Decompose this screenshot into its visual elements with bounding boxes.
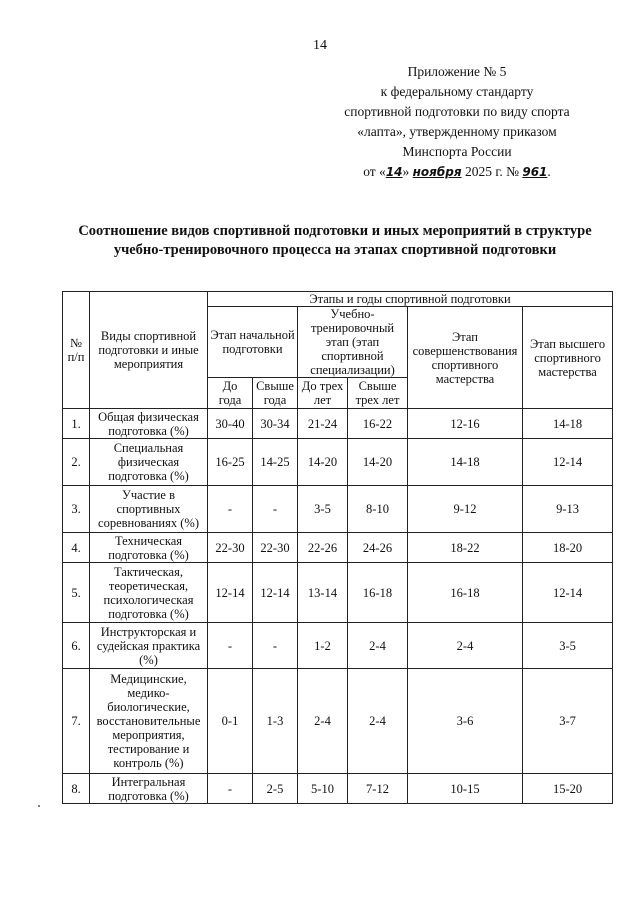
- header-stages-group: Этапы и годы спортивной подготовки: [208, 292, 613, 307]
- date-suffix: .: [547, 164, 551, 179]
- cell-value: 3-6: [408, 669, 523, 774]
- header-training-sub1: До трех лет: [298, 378, 348, 409]
- cell-value: -: [208, 486, 253, 533]
- header-no: № п/п: [63, 292, 90, 409]
- cell-value: 21-24: [298, 409, 348, 439]
- header-stage-initial: Этап начальной подготовки: [208, 307, 298, 378]
- header-stage-improvement: Этап совершенствования спортивного мастерства: [408, 307, 523, 409]
- stages-table: [62, 291, 613, 804]
- cell-value: 2-4: [348, 623, 408, 669]
- header-initial-sub1: До года: [208, 378, 253, 409]
- cell-value: 8-10: [348, 486, 408, 533]
- row-no: 6.: [63, 623, 90, 669]
- cell-value: 13-14: [298, 563, 348, 623]
- row-name: Общая физическая подготовка (%): [90, 409, 208, 439]
- appendix-date-line: [322, 162, 592, 182]
- cell-value: 14-20: [348, 439, 408, 486]
- cell-value: 16-18: [348, 563, 408, 623]
- cell-value: 30-40: [208, 409, 253, 439]
- row-no: 3.: [63, 486, 90, 533]
- cell-value: 3-5: [523, 623, 613, 669]
- row-name: Участие в спортивных соревнованиях (%): [90, 486, 208, 533]
- row-no: 1.: [63, 409, 90, 439]
- cell-value: 0-1: [208, 669, 253, 774]
- table-row: [63, 486, 613, 533]
- row-no: 2.: [63, 439, 90, 486]
- table-row: [63, 669, 613, 774]
- cell-value: 9-12: [408, 486, 523, 533]
- cell-value: 14-18: [523, 409, 613, 439]
- row-name: Тактическая, теоретическая, психологическая подготовка (%): [90, 563, 208, 623]
- cell-value: -: [208, 623, 253, 669]
- cell-value: 15-20: [523, 774, 613, 804]
- title-line-1: Соотношение видов спортивной подготовки и иных мероприятий в структуре: [78, 223, 592, 239]
- cell-value: 16-18: [408, 563, 523, 623]
- header-stage-training: Учебно-тренировочный этап (этап спортивной специализации): [298, 307, 408, 378]
- cell-value: 9-13: [523, 486, 613, 533]
- date-prefix: от «: [363, 164, 386, 179]
- title-line-2: учебно-тренировочного процесса на этапах спортивной подготовки: [113, 242, 557, 258]
- appendix-line-5: Минспорта России: [402, 144, 512, 159]
- appendix-block: [322, 62, 592, 182]
- cell-value: 3-7: [523, 669, 613, 774]
- cell-value: 16-22: [348, 409, 408, 439]
- table-row: [63, 409, 613, 439]
- document-title: [50, 222, 620, 260]
- appendix-line-1: Приложение № 5: [407, 64, 507, 79]
- cell-value: 14-20: [298, 439, 348, 486]
- cell-value: 1-2: [298, 623, 348, 669]
- date-year: 2025 г. №: [464, 164, 519, 179]
- table-row: [63, 623, 613, 669]
- row-name: Техническая подготовка (%): [90, 533, 208, 563]
- cell-value: 24-26: [348, 533, 408, 563]
- header-stage-highest: Этап высшего спортивного мастерства: [523, 307, 613, 409]
- cell-value: 12-14: [208, 563, 253, 623]
- cell-value: 2-4: [298, 669, 348, 774]
- cell-value: 12-16: [408, 409, 523, 439]
- cell-value: 2-4: [408, 623, 523, 669]
- row-name: Специальная физическая подготовка (%): [90, 439, 208, 486]
- cell-value: 7-12: [348, 774, 408, 804]
- cell-value: 14-25: [253, 439, 298, 486]
- cell-value: 18-20: [523, 533, 613, 563]
- cell-value: 14-18: [408, 439, 523, 486]
- cell-value: 1-3: [253, 669, 298, 774]
- page-number: 14: [313, 38, 327, 53]
- cell-value: -: [253, 486, 298, 533]
- row-no: 4.: [63, 533, 90, 563]
- cell-value: 22-30: [208, 533, 253, 563]
- cell-value: 2-5: [253, 774, 298, 804]
- table-row: [63, 563, 613, 623]
- appendix-line-4: «лапта», утвержденному приказом: [357, 124, 557, 139]
- header-initial-sub2: Свыше года: [253, 378, 298, 409]
- cell-value: 12-14: [253, 563, 298, 623]
- header-type: Виды спортивной подготовки и иные мероприятия: [90, 292, 208, 409]
- cell-value: -: [208, 774, 253, 804]
- cell-value: 22-26: [298, 533, 348, 563]
- cell-value: 18-22: [408, 533, 523, 563]
- cell-value: 2-4: [348, 669, 408, 774]
- row-no: 7.: [63, 669, 90, 774]
- cell-value: 16-25: [208, 439, 253, 486]
- table-row: [63, 533, 613, 563]
- table-row: [63, 774, 613, 804]
- cell-value: 10-15: [408, 774, 523, 804]
- cell-value: 30-34: [253, 409, 298, 439]
- row-name: Инструкторская и судейская практика (%): [90, 623, 208, 669]
- appendix-line-3: спортивной подготовки по виду спорта: [344, 104, 570, 119]
- row-name: Медицинские, медико-биологические, восстановительные мероприятия, тестирование и контроль (%): [90, 669, 208, 774]
- date-number: 961: [522, 165, 548, 179]
- cell-value: 22-30: [253, 533, 298, 563]
- date-day: 14: [385, 165, 403, 179]
- cell-value: 3-5: [298, 486, 348, 533]
- table-row: [63, 439, 613, 486]
- cell-value: 12-14: [523, 563, 613, 623]
- date-mid: »: [402, 164, 410, 179]
- cell-value: 12-14: [523, 439, 613, 486]
- cell-value: 5-10: [298, 774, 348, 804]
- date-month: ноября: [412, 165, 462, 179]
- cell-value: -: [253, 623, 298, 669]
- appendix-line-2: к федеральному стандарту: [380, 84, 534, 99]
- row-name: Интегральная подготовка (%): [90, 774, 208, 804]
- scan-speck: [38, 805, 40, 807]
- header-training-sub2: Свыше трех лет: [348, 378, 408, 409]
- row-no: 5.: [63, 563, 90, 623]
- row-no: 8.: [63, 774, 90, 804]
